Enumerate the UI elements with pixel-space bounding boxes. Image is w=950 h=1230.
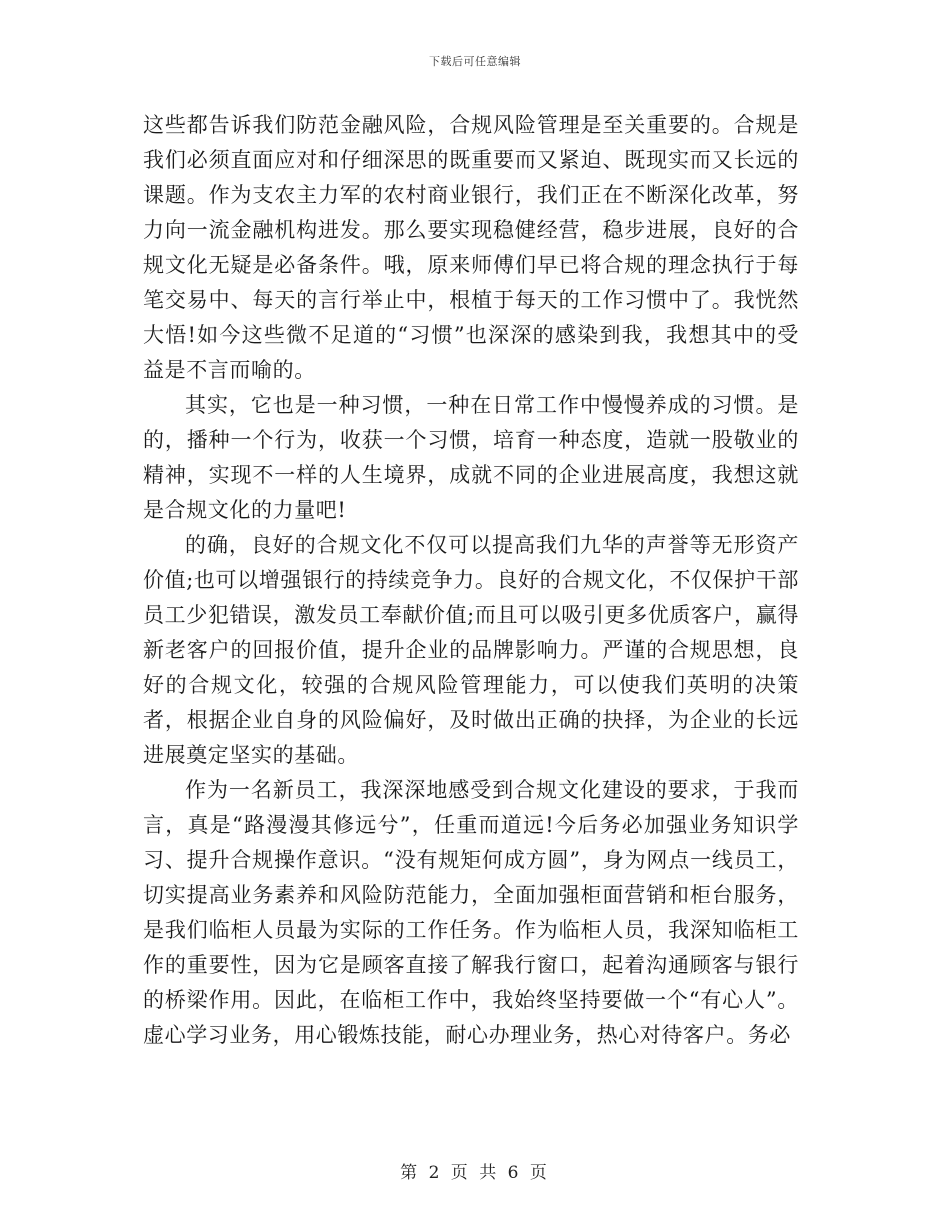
paragraph-4: 作为一名新员工，我深深地感受到合规文化建设的要求，于我而言，真是“路漫漫其修远兮”，任重而道远!今后务必加强业务知识学习、提升合规操作意识。“没有规矩何成方圆”，身为网点一线员工，切实提高业务素养和风险防范能力，全面加强柜面营销和柜台服务，是我们临柜人员最为实际的工作任务。作为临柜人员，我深知临柜工作的重要性，因为它是顾客直接了解我行窗口，起着沟通顾客与银行的桥梁作用。因此，在临柜工作中，我始终坚持要做一个“有心人”。虚心学习业务，用心锻炼技能，耐心办理业务，热心对待客户。务必 [143,778,799,1047]
page-footer: 第 2 页 共 6 页 [400,1163,550,1183]
page-header: 下载后可任意编辑 [429,55,521,68]
paragraph-1: 这些都告诉我们防范金融风险，合规风险管理是至关重要的。合规是我们必须直面应对和仔细深思的既重要而又紧迫、既现实而又长远的课题。作为支农主力军的农村商业银行，我们正在不断深化改革，努力向一流金融机构进发。那么要实现稳健经营，稳步进展，良好的合规文化无疑是必备条件。哦，原来师傅们早已将合规的理念执行于每笔交易中、每天的言行举止中，根植于每天的工作习惯中了。我恍然大悟!如今这些微不足道的“习惯”也深深的感染到我，我想其中的受益是不言而喻的。 [143,113,799,382]
paragraph-3: 的确，良好的合规文化不仅可以提高我们九华的声誉等无形资产价值;也可以增强银行的持续竞争力。良好的合规文化，不仅保护干部员工少犯错误，激发员工奉献价值;而且可以吸引更多优质客户，赢得新老客户的回报价值，提升企业的品牌影响力。严谨的合规思想，良好的合规文化，较强的合规风险管理能力，可以使我们英明的决策者，根据企业自身的风险偏好，及时做出正确的抉择，为企业的长远进展奠定坚实的基础。 [143,533,799,767]
document-body [143,108,799,1053]
paragraph-2: 其实，它也是一种习惯，一种在日常工作中慢慢养成的习惯。是的，播种一个行为，收获一个习惯，培育一种态度，造就一股敬业的精神，实现不一样的人生境界，成就不同的企业进展高度，我想这就是合规文化的力量吧! [143,393,799,522]
